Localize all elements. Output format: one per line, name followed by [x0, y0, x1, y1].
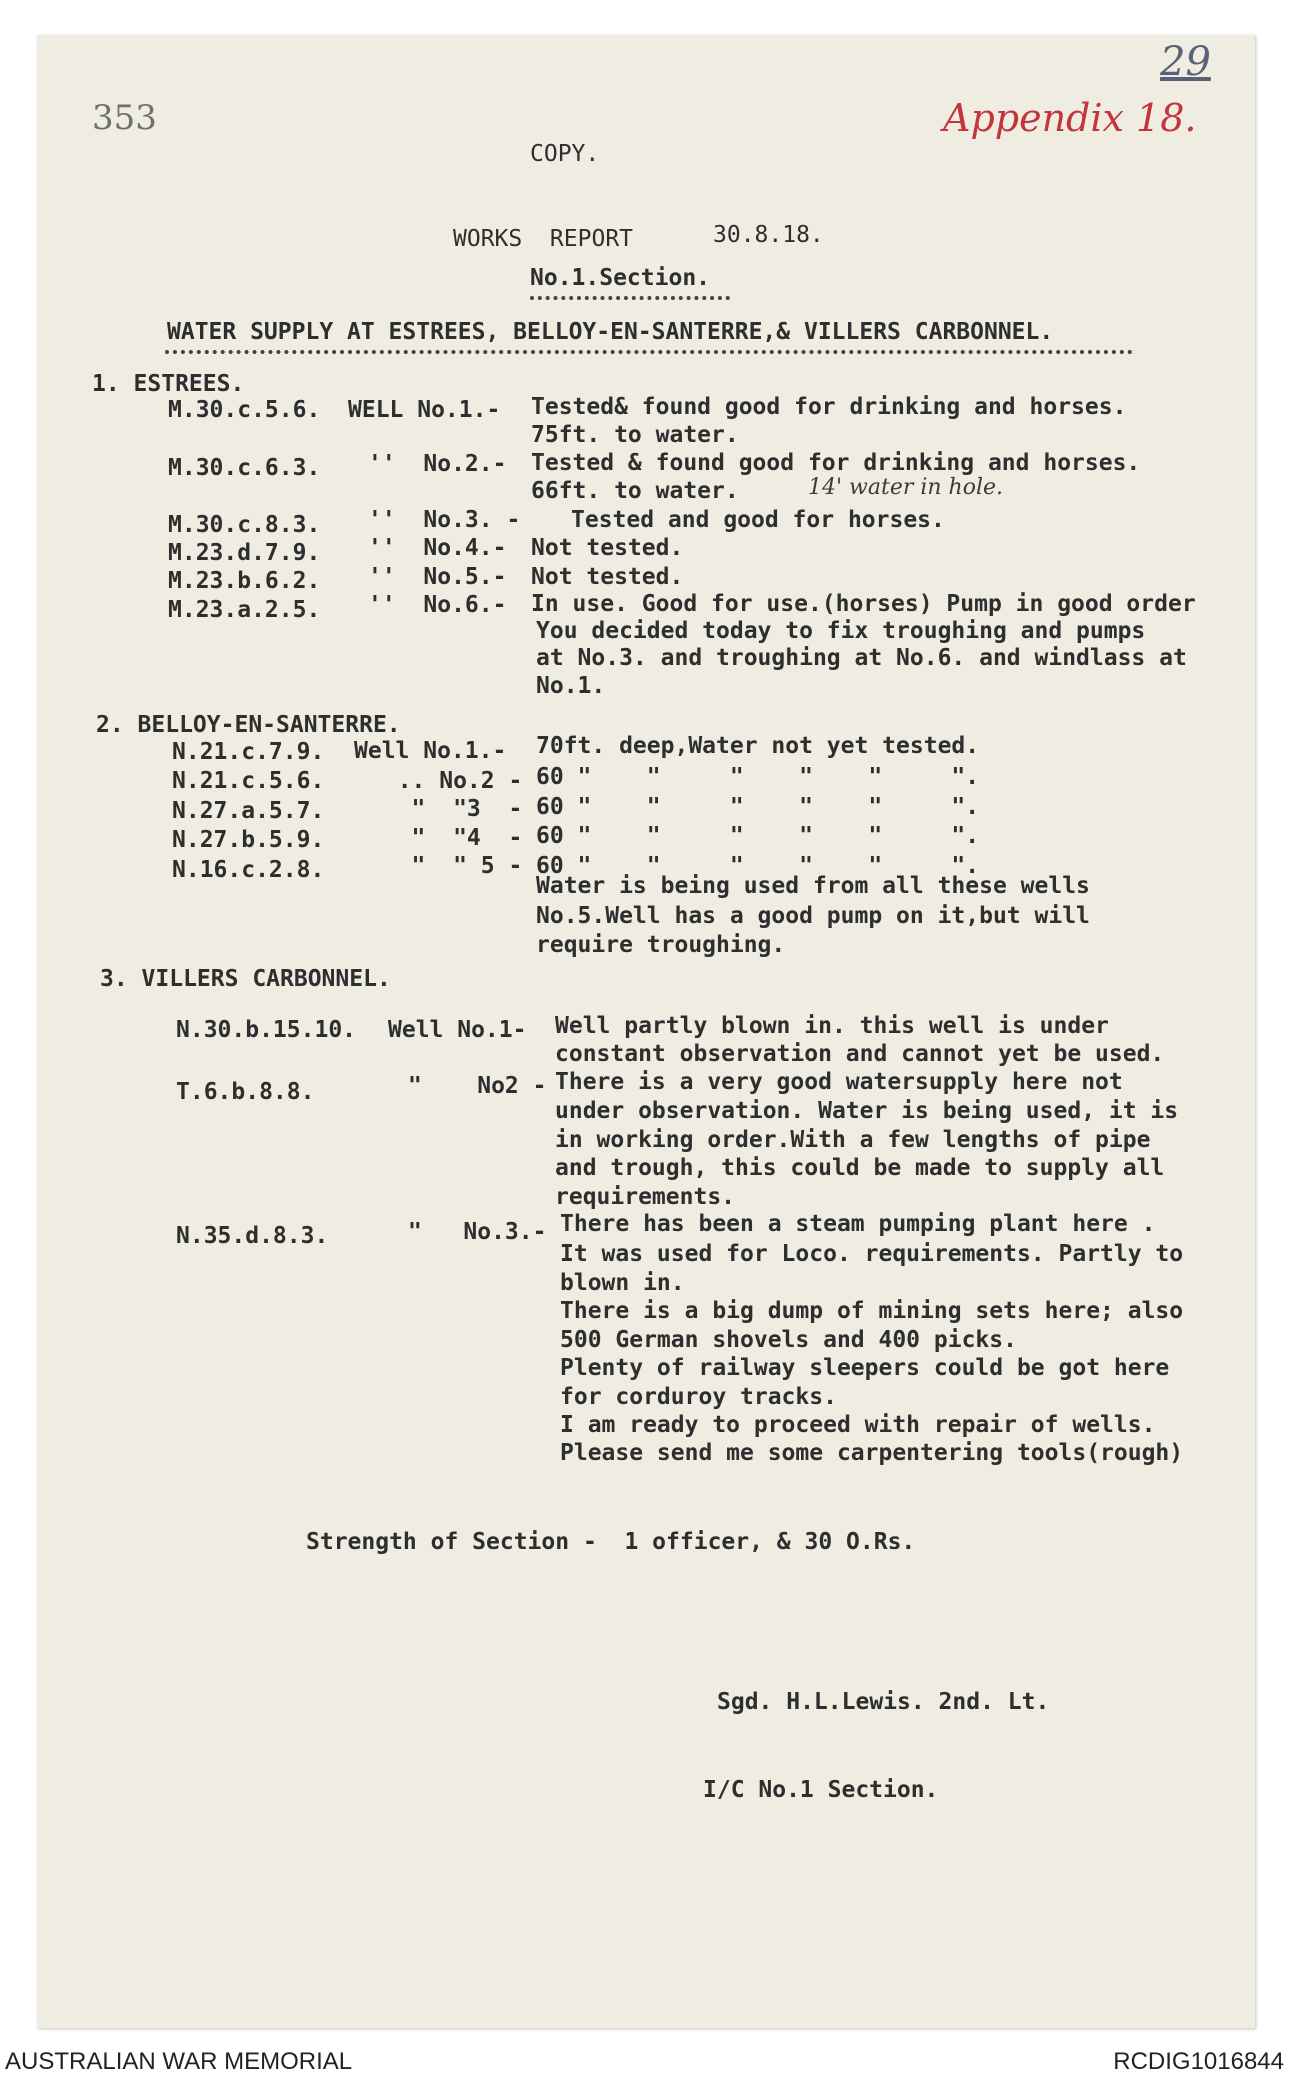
- section-estrees-title: 1. ESTREES.: [92, 371, 245, 397]
- well-ref: T.6.b.8.8.: [176, 1079, 315, 1105]
- heading-underline: [165, 350, 1133, 354]
- signature: Sgd. H.L.Lewis. 2nd. Lt.: [717, 1689, 1050, 1715]
- well-ref: M.23.a.2.5.: [168, 597, 321, 623]
- well-ref: M.23.b.6.2.: [168, 568, 321, 594]
- well-label: Well No.1-: [388, 1017, 527, 1043]
- archive-id: RCDIG1016844: [1113, 2048, 1284, 2075]
- well-status-line: Tested& found good for drinking and horses.: [531, 394, 1127, 420]
- well-status-line: 500 German shovels and 400 picks.: [560, 1327, 1017, 1353]
- handwritten-note: 14' water in hole.: [808, 475, 1004, 500]
- appendix-annotation: Appendix 18.: [943, 96, 1197, 140]
- well-ref: N.27.a.5.7.: [172, 798, 325, 824]
- well-label: " No.3.-: [408, 1219, 547, 1245]
- signature-role: I/C No.1 Section.: [703, 1777, 939, 1803]
- well-label: Well No.1.-: [354, 738, 507, 764]
- well-ref: M.30.c.6.3.: [168, 455, 321, 481]
- well-status-line: There is a very good watersupply here not: [555, 1069, 1123, 1095]
- well-label: WELL No.1.-: [348, 397, 501, 423]
- section-villers-title: 3. VILLERS CARBONNEL.: [100, 966, 391, 992]
- well-ref: M.30.c.5.6.: [168, 397, 321, 423]
- well-status-line: 60 " " " " " ".: [536, 853, 980, 879]
- well-status-line: Well partly blown in. this well is under: [555, 1013, 1109, 1039]
- well-status-line: Tested and good for horses.: [571, 507, 945, 533]
- well-status-line: 60 " " " " " ".: [536, 823, 980, 849]
- well-status-line: constant observation and cannot yet be used.: [555, 1041, 1165, 1067]
- well-status-line: requirements.: [555, 1184, 736, 1210]
- section-title: No.1.Section.: [530, 265, 711, 291]
- well-status-line: You decided today to fix troughing and pumps: [536, 618, 1146, 644]
- well-status-line: I am ready to proceed with repair of wells.: [560, 1412, 1156, 1438]
- well-status-line: There is a big dump of mining sets here; also: [560, 1298, 1184, 1324]
- well-status-line: under observation. Water is being used, it is: [555, 1098, 1179, 1124]
- well-status-line: 66ft. to water.: [531, 478, 739, 504]
- well-ref: M.30.c.8.3.: [168, 512, 321, 538]
- well-status-line: 60 " " " " " ".: [536, 794, 980, 820]
- well-status-line: and trough, this could be made to supply all: [555, 1155, 1165, 1181]
- folio-number: 29: [1160, 39, 1211, 85]
- belloy-note-line: No.5.Well has a good pump on it,but will: [536, 903, 1090, 929]
- well-status-line: Please send me some carpentering tools(rough): [560, 1440, 1184, 1466]
- copy-label: COPY.: [530, 141, 600, 167]
- well-label: " No2 -: [408, 1073, 547, 1099]
- belloy-note-line: Water is being used from all these wells: [536, 873, 1090, 899]
- well-ref: N.21.c.5.6.: [172, 768, 325, 794]
- section-belloy-title: 2. BELLOY-EN-SANTERRE.: [96, 712, 401, 738]
- archive-credit: AUSTRALIAN WAR MEMORIAL: [5, 2048, 353, 2075]
- well-label: " "3 -: [370, 796, 523, 822]
- page-number: 353: [92, 98, 157, 138]
- well-label: '' No.6.-: [368, 592, 507, 618]
- well-ref: N.30.b.15.10.: [176, 1017, 357, 1043]
- well-ref: N.27.b.5.9.: [172, 827, 325, 853]
- well-status-line: In use. Good for use.(horses) Pump in good order: [531, 591, 1196, 617]
- well-status-line: at No.3. and troughing at No.6. and windlass at: [536, 645, 1187, 671]
- well-status-line: Plenty of railway sleepers could be got here: [560, 1355, 1170, 1381]
- well-ref: N.16.c.2.8.: [172, 857, 325, 883]
- well-label: " " 5 -: [370, 853, 523, 879]
- well-status-line: No.1.: [536, 673, 606, 699]
- well-status-line: blown in.: [560, 1270, 685, 1296]
- report-date: 30.8.18.: [713, 222, 824, 248]
- well-label: '' No.2.-: [368, 451, 507, 477]
- well-ref: N.21.c.7.9.: [172, 739, 325, 765]
- well-label: '' No.5.-: [368, 564, 507, 590]
- report-heading: WATER SUPPLY AT ESTREES, BELLOY-EN-SANTERRE,& VILLERS CARBONNEL.: [167, 319, 1054, 345]
- well-label: '' No.3. -: [368, 507, 521, 533]
- well-ref: N.35.d.8.3.: [176, 1223, 329, 1249]
- section-underline: [530, 296, 730, 300]
- strength-of-section: Strength of Section - 1 officer, & 30 O.Rs.: [306, 1529, 916, 1555]
- well-status-line: 70ft. deep,Water not yet tested.: [536, 733, 980, 759]
- well-status-line: It was used for Loco. requirements. Partly to: [560, 1241, 1184, 1267]
- report-title: WORKS REPORT: [453, 226, 634, 252]
- well-label: " "4 -: [370, 825, 523, 851]
- well-status-line: in working order.With a few lengths of pipe: [555, 1127, 1151, 1153]
- well-status-line: Not tested.: [531, 564, 684, 590]
- well-label: .. No.2 -: [370, 768, 523, 794]
- well-status-line: for corduroy tracks.: [560, 1384, 837, 1410]
- well-status-line: 75ft. to water.: [531, 422, 739, 448]
- well-ref: M.23.d.7.9.: [168, 540, 321, 566]
- belloy-note-line: require troughing.: [536, 932, 786, 958]
- well-status-line: 60 " " " " " ".: [536, 764, 980, 790]
- well-status-line: Not tested.: [531, 535, 684, 561]
- well-status-line: There has been a steam pumping plant here .: [560, 1211, 1156, 1237]
- well-label: '' No.4.-: [368, 535, 507, 561]
- well-status-line: Tested & found good for drinking and horses.: [531, 450, 1141, 476]
